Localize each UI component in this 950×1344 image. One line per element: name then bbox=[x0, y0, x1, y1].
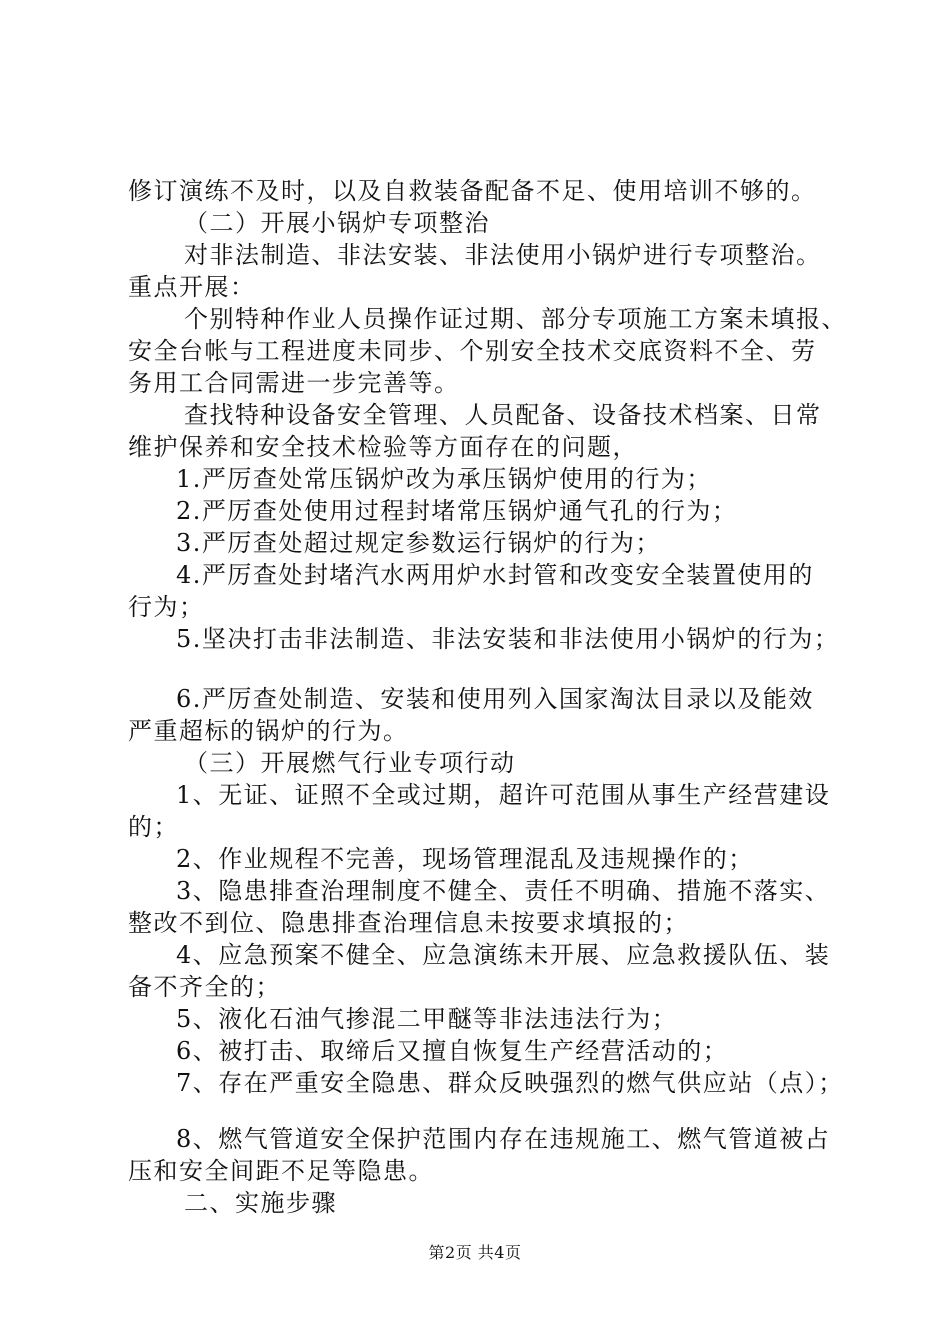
list-item-boiler-4-cont: 行为； bbox=[128, 593, 205, 621]
text-line-6: 安全台帐与工程进度未同步、个别安全技术交底资料不全、劳 bbox=[128, 337, 817, 365]
list-item-gas-8-cont: 压和安全间距不足等隐患。 bbox=[128, 1157, 434, 1185]
list-item-boiler-4: 4.严厉查处封堵汽水两用炉水封管和改变安全装置使用的 bbox=[176, 561, 814, 589]
section-heading-2: （二）开展小锅炉专项整治 bbox=[184, 209, 490, 237]
list-item-gas-8: 8、燃气管道安全保护范围内存在违规施工、燃气管道被占 bbox=[176, 1125, 831, 1153]
section-heading-implementation: 二、实施步骤 bbox=[184, 1189, 337, 1217]
list-item-gas-4-cont: 备不齐全的； bbox=[128, 973, 281, 1001]
text-line-4: 重点开展： bbox=[128, 273, 256, 301]
list-item-gas-2: 2、作业规程不完善，现场管理混乱及违规操作的； bbox=[176, 845, 754, 873]
text-line-9: 维护保养和安全技术检验等方面存在的问题， bbox=[128, 433, 638, 461]
page-indicator: 第2页 共4页 bbox=[428, 1243, 522, 1262]
text-line-8: 查找特种设备安全管理、人员配备、设备技术档案、日常 bbox=[184, 401, 822, 429]
list-item-gas-5: 5、液化石油气掺混二甲醚等非法违法行为； bbox=[176, 1005, 678, 1033]
list-item-gas-3: 3、隐患排查治理制度不健全、责任不明确、措施不落实、 bbox=[176, 877, 831, 905]
section-heading-3: （三）开展燃气行业专项行动 bbox=[184, 749, 516, 777]
list-item-boiler-6-cont: 严重超标的锅炉的行为。 bbox=[128, 717, 409, 745]
list-item-gas-1: 1、无证、证照不全或过期，超许可范围从事生产经营建设 bbox=[176, 781, 831, 809]
list-item-boiler-6: 6.严厉查处制造、安装和使用列入国家淘汰目录以及能效 bbox=[176, 685, 814, 713]
text-line-1: 修订演练不及时，以及自救装备配备不足、使用培训不够的。 bbox=[128, 177, 817, 205]
list-item-boiler-2: 2.严厉查处使用过程封堵常压锅炉通气孔的行为； bbox=[176, 497, 738, 525]
list-item-gas-1-cont: 的； bbox=[128, 813, 179, 841]
text-line-5: 个别特种作业人员操作证过期、部分专项施工方案未填报、 bbox=[184, 305, 847, 333]
list-item-gas-7: 7、存在严重安全隐患、群众反映强烈的燃气供应站（点）； bbox=[176, 1069, 844, 1097]
list-item-boiler-3: 3.严厉查处超过规定参数运行锅炉的行为； bbox=[176, 529, 661, 557]
text-line-7: 务用工合同需进一步完善等。 bbox=[128, 369, 460, 397]
list-item-gas-6: 6、被打击、取缔后又擅自恢复生产经营活动的； bbox=[176, 1037, 729, 1065]
list-item-gas-3-cont: 整改不到位、隐患排查治理信息未按要求填报的； bbox=[128, 909, 689, 937]
list-item-gas-4: 4、应急预案不健全、应急演练未开展、应急救援队伍、装 bbox=[176, 941, 831, 969]
list-item-boiler-1: 1.严厉查处常压锅炉改为承压锅炉使用的行为； bbox=[176, 465, 712, 493]
list-item-boiler-5: 5.坚决打击非法制造、非法安装和非法使用小锅炉的行为； bbox=[176, 625, 840, 653]
page-footer bbox=[0, 1242, 950, 1264]
text-line-3: 对非法制造、非法安装、非法使用小锅炉进行专项整治。 bbox=[184, 241, 822, 269]
